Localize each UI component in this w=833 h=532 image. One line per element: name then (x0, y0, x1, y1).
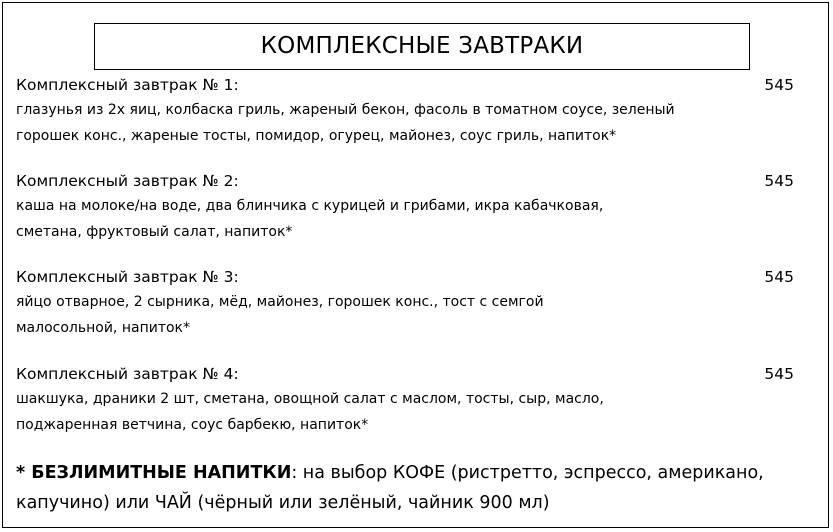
menu-item-1 (16, 73, 806, 149)
menu-item-price: 545 (764, 76, 794, 94)
menu-item-price: 545 (764, 172, 794, 190)
menu-item-desc-line: яйцо отварное, 2 сырника, мёд, майонез, горошек конс., тост с семгой (16, 294, 544, 310)
menu-item-price: 545 (764, 268, 794, 286)
menu-item-name: Комплексный завтрак № 4: (16, 365, 239, 383)
menu-item-name: Комплексный завтрак № 2: (16, 172, 239, 190)
menu-item-desc-line: сметана, фруктовый салат, напиток* (16, 223, 293, 240)
menu-item-2 (16, 169, 806, 245)
page-title: КОМПЛЕКСНЫЕ ЗАВТРАКИ (260, 33, 584, 59)
menu-item-3 (16, 265, 806, 341)
title-box (94, 23, 750, 70)
menu-item-desc-line: глазунья из 2х яиц, колбаска гриль, жареный бекон, фасоль в томатном соусе, зеленый (16, 102, 675, 118)
drinks-note-text: : на выбор КОФЕ (ристретто, эспрессо, американо, (291, 463, 764, 483)
drinks-note-heading: * БЕЗЛИМИТНЫЕ НАПИТКИ (16, 463, 292, 483)
drinks-note-line-2: капучино) или ЧАЙ (чёрный или зелёный, чайник 900 мл) (16, 493, 550, 513)
menu-item-description (16, 387, 806, 438)
menu-item-price: 545 (764, 365, 794, 383)
menu-item-desc-line: шакшука, драники 2 шт, сметана, овощной салат с маслом, тосты, сыр, масло, (16, 391, 604, 407)
drinks-note (16, 458, 806, 518)
menu-item-desc-line: горошек конс., жареные тосты, помидор, огурец, майонез, соус гриль, напиток* (16, 127, 617, 144)
menu-item-desc-line: поджаренная ветчина, соус барбекю, напиток* (16, 416, 369, 433)
menu-item-desc-line: малосольной, напиток* (16, 319, 190, 336)
menu-item-description (16, 194, 806, 245)
menu-item-4 (16, 362, 806, 438)
menu-item-description (16, 98, 806, 149)
drinks-note-line-1 (16, 458, 806, 488)
menu-item-name: Комплексный завтрак № 1: (16, 76, 239, 94)
menu-item-header (16, 169, 806, 193)
menu-item-description (16, 290, 806, 341)
menu-item-header (16, 73, 806, 97)
menu-item-name: Комплексный завтрак № 3: (16, 268, 239, 286)
menu-item-header (16, 265, 806, 289)
menu-item-desc-line: каша на молоке/на воде, два блинчика с курицей и грибами, икра кабачковая, (16, 198, 604, 214)
menu-item-header (16, 362, 806, 386)
